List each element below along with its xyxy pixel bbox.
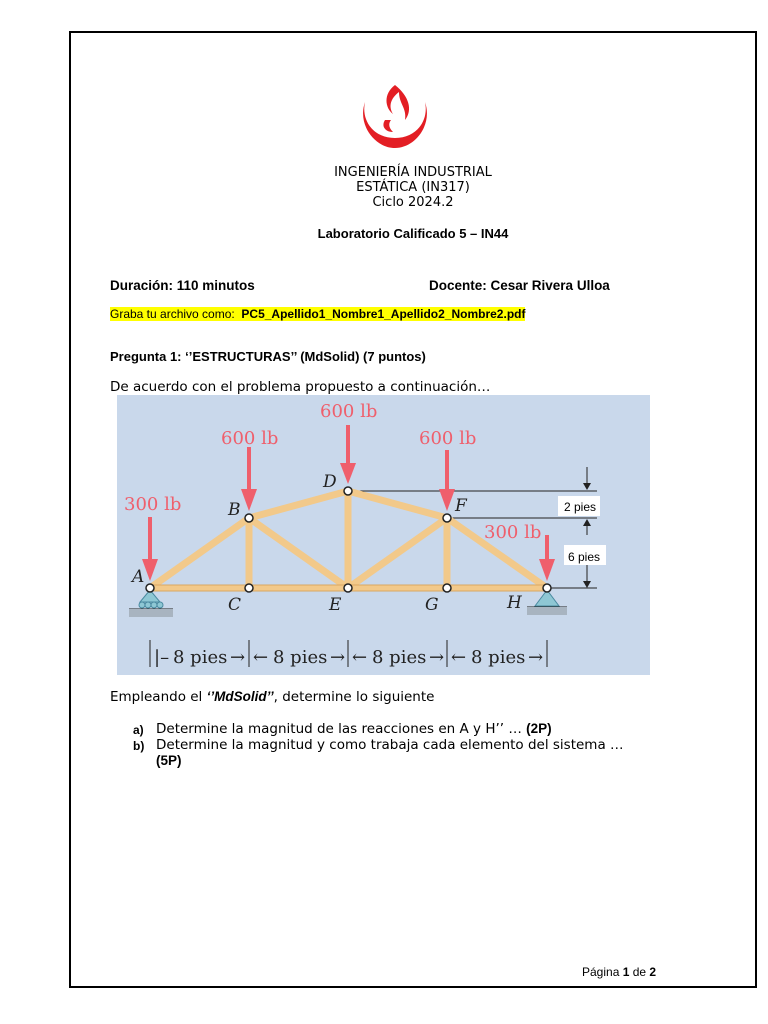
svg-text:→: →: [330, 647, 346, 668]
node-label-e: E: [329, 595, 342, 615]
joint-b: [245, 514, 253, 522]
save-as-filename: PC5_Apellido1_Nombre1_Apellido2_Nombre2.pdf: [241, 307, 526, 321]
svg-text:→: →: [230, 647, 246, 668]
footer-middle: de: [629, 965, 650, 979]
joint-a: [146, 584, 154, 592]
dim-upper-label: 2 pies: [564, 500, 597, 514]
teacher: Docente: Cesar Rivera Ulloa: [429, 278, 610, 293]
load-arrow-d-shaft: [346, 425, 350, 466]
load-label-d: 600 lb: [320, 401, 378, 422]
university-logo: [355, 80, 435, 150]
load-arrow-a-shaft: [148, 517, 152, 562]
item-b-text: Determine la magnitud y como trabaja cada elemento del sistema …: [156, 737, 624, 753]
span-label-1: 8 pies: [173, 647, 228, 668]
joint-h: [543, 584, 551, 592]
svg-text:←: ←: [253, 647, 269, 668]
truss-figure: [117, 395, 650, 675]
question-items: [133, 721, 653, 769]
load-label-a: 300 lb: [124, 494, 182, 515]
span-label-2: 8 pies: [273, 647, 328, 668]
page-footer: [582, 965, 656, 979]
lab-title: Laboratorio Calificado 5 – IN44: [317, 226, 509, 241]
node-label-g: G: [425, 595, 439, 615]
joint-g: [443, 584, 451, 592]
node-label-d: D: [323, 472, 337, 492]
list-item: [133, 721, 653, 737]
joint-c: [245, 584, 253, 592]
save-as-prefix: Graba tu archivo como:: [110, 307, 235, 321]
node-label-a: A: [132, 567, 145, 587]
header-line3: Ciclo 2024.2: [372, 195, 454, 210]
svg-text:←: ←: [352, 647, 368, 668]
question-title: Pregunta 1: ‘’ESTRUCTURAS’’ (MdSolid) (7 puntos): [110, 349, 426, 364]
footer-prefix: Página: [582, 965, 623, 979]
node-label-f: F: [455, 496, 467, 516]
svg-text:→: →: [528, 647, 544, 668]
svg-text:|–: |–: [154, 647, 170, 668]
dim-lower-label: 6 pies: [568, 550, 601, 564]
node-label-h: H: [507, 593, 522, 613]
figure-background: [117, 395, 650, 675]
svg-text:→: →: [429, 647, 445, 668]
item-a-text: Determine la magnitud de las reacciones en A y H’’ …: [156, 721, 527, 737]
load-arrow-f-shaft: [445, 450, 449, 492]
load-label-b: 600 lb: [221, 428, 279, 449]
instruction-pre: Empleando el: [110, 689, 207, 705]
joint-f: [443, 514, 451, 522]
list-item: [133, 737, 653, 769]
node-label-b: B: [228, 500, 241, 520]
joint-d: [344, 487, 352, 495]
load-arrow-h-shaft: [545, 535, 549, 562]
instruction-tool: ‘’MdSolid’’: [206, 689, 274, 704]
footer-total: 2: [649, 965, 657, 979]
duration: Duración: 110 minutos: [110, 278, 255, 293]
span-label-3: 8 pies: [372, 647, 427, 668]
instruction-post: , determine lo siguiente: [273, 689, 435, 705]
header-line1: INGENIERÍA INDUSTRIAL: [334, 165, 492, 180]
joint-e: [344, 584, 352, 592]
save-as-instruction: [110, 307, 525, 321]
header-block: [69, 165, 757, 210]
item-b-points: (5P): [156, 753, 182, 768]
load-arrow-b-shaft: [247, 447, 251, 492]
footer-page: 1: [622, 965, 630, 979]
node-label-c: C: [228, 595, 242, 615]
load-label-h: 300 lb: [484, 522, 542, 543]
item-a-points: (2P): [526, 721, 552, 736]
load-label-f: 600 lb: [419, 428, 477, 449]
item-b-mark: b): [133, 739, 145, 753]
intro-text: De acuerdo con el problema propuesto a continuación…: [110, 379, 491, 395]
instruction-text: [110, 689, 434, 705]
header-line2: ESTÁTICA (IN317): [356, 180, 470, 195]
span-label-4: 8 pies: [471, 647, 526, 668]
svg-text:←: ←: [451, 647, 467, 668]
item-a-mark: a): [133, 723, 144, 737]
